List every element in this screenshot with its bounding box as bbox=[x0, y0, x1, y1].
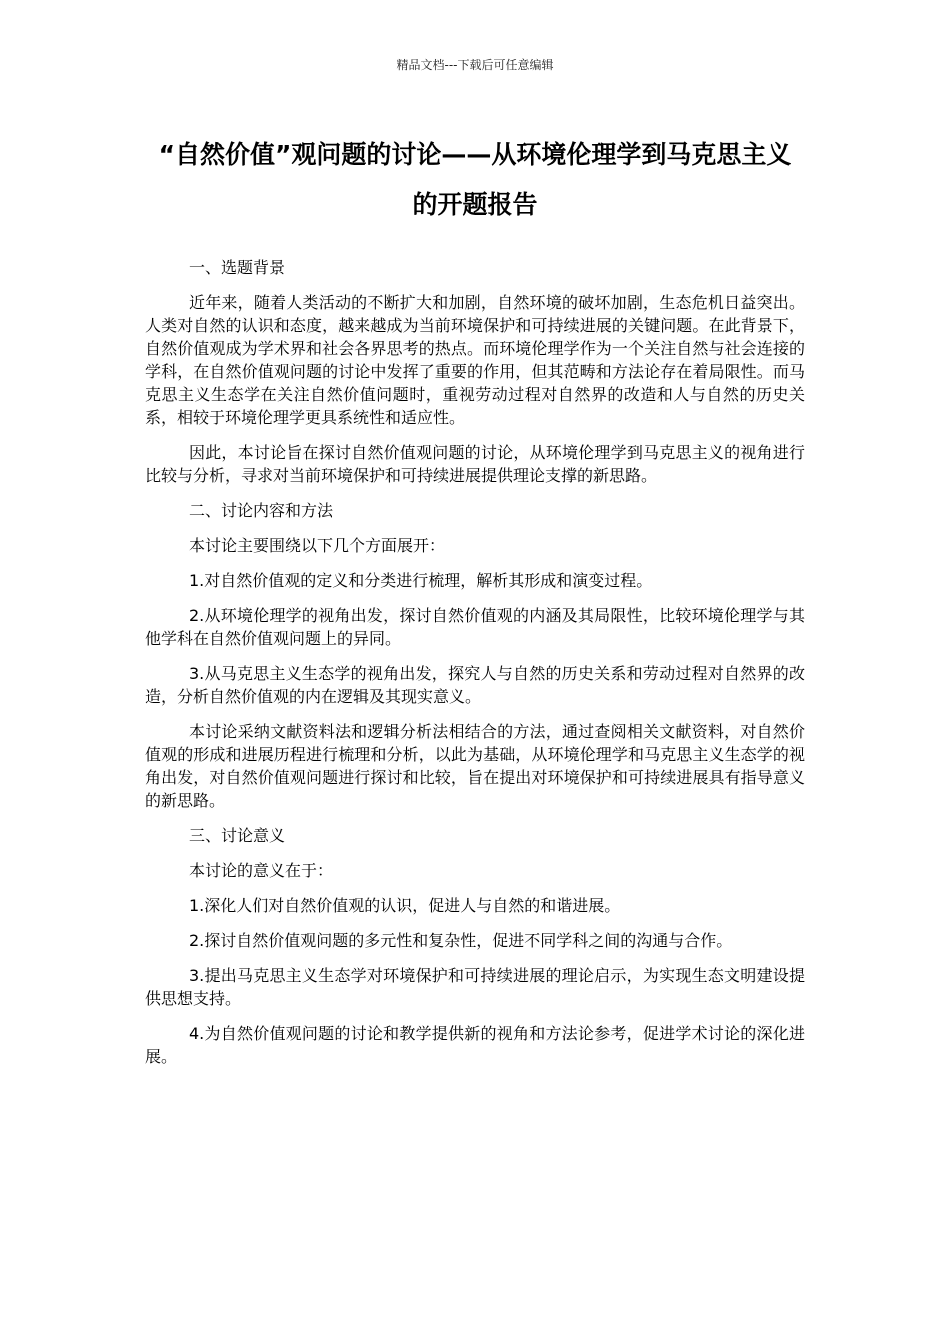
section-heading-significance: 三、讨论意义 bbox=[189, 826, 286, 845]
paragraph: 本讨论主要围绕以下几个方面展开： bbox=[189, 536, 446, 555]
title-line-1: “自然价值”观问题的讨论——从环境伦理学到马克思主义 bbox=[158, 140, 792, 169]
section-heading-background: 一、选题背景 bbox=[189, 258, 286, 277]
list-item: 1.深化人们对自然价值观的认识，促进人与自然的和谐进展。 bbox=[189, 896, 621, 915]
document-title bbox=[130, 130, 820, 230]
header-note: 精品文档---下载后可任意编辑 bbox=[396, 58, 554, 72]
title-line-2: 的开题报告 bbox=[412, 190, 538, 219]
list-item: 1.对自然价值观的定义和分类进行梳理，解析其形成和演变过程。 bbox=[189, 571, 653, 590]
list-item: 2.从环境伦理学的视角出发，探讨自然价值观的内涵及其局限性，比较环境伦理学与其他学科在自然价值观问题上的异同。 bbox=[145, 606, 805, 648]
document-body bbox=[145, 256, 805, 1080]
list-item: 3.提出马克思主义生态学对环境保护和可持续进展的理论启示，为实现生态文明建设提供思想支持。 bbox=[145, 966, 805, 1008]
section-heading-content-method: 二、讨论内容和方法 bbox=[189, 501, 334, 520]
list-item: 4.为自然价值观问题的讨论和教学提供新的视角和方法论参考，促进学术讨论的深化进展。 bbox=[145, 1024, 805, 1066]
list-item: 3.从马克思主义生态学的视角出发，探究人与自然的历史关系和劳动过程对自然界的改造，分析自然价值观的内在逻辑及其现实意义。 bbox=[145, 664, 805, 706]
paragraph: 本讨论的意义在于： bbox=[189, 861, 334, 880]
paragraph: 本讨论采纳文献资料法和逻辑分析法相结合的方法，通过查阅相关文献资料，对自然价值观的形成和进展历程进行梳理和分析，以此为基础，从环境伦理学和马克思主义生态学的视角出发，对自然价值观问题进行探讨和比较，旨在提出对环境保护和可持续进展具有指导意义的新思路。 bbox=[145, 722, 805, 810]
list-item: 2.探讨自然价值观问题的多元性和复杂性，促进不同学科之间的沟通与合作。 bbox=[189, 931, 733, 950]
paragraph: 近年来，随着人类活动的不断扩大和加剧，自然环境的破坏加剧，生态危机日益突出。人类对自然的认识和态度，越来越成为当前环境保护和可持续进展的关键问题。在此背景下，自然价值观成为学术界和社会各界思考的热点。而环境伦理学作为一个关注自然与社会连接的学科，在自然价值观问题的讨论中发挥了重要的作用，但其范畴和方法论存在着局限性。而马克思主义生态学在关注自然价值问题时，重视劳动过程对自然界的改造和人与自然的历史关系，相较于环境伦理学更具系统性和适应性。 bbox=[145, 293, 805, 427]
paragraph: 因此，本讨论旨在探讨自然价值观问题的讨论，从环境伦理学到马克思主义的视角进行比较与分析，寻求对当前环境保护和可持续进展提供理论支撑的新思路。 bbox=[145, 443, 805, 485]
